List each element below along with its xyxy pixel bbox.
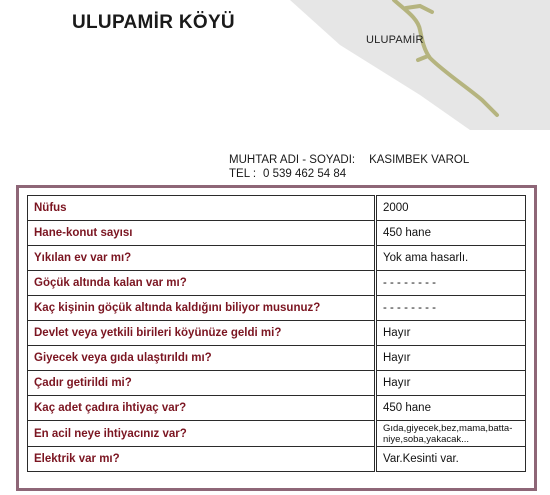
answer-cell: Var.Kesinti var. — [376, 447, 526, 472]
page-title: ULUPAMİR KÖYÜ — [72, 12, 235, 33]
muhtar-row — [229, 153, 469, 167]
answer-cell: - - - - - - - - — [376, 271, 526, 296]
table-row — [28, 371, 526, 396]
map-area — [290, 0, 550, 130]
question-cell: Kaç adet çadıra ihtiyaç var? — [28, 396, 376, 421]
answer-cell: 2000 — [376, 196, 526, 221]
question-cell: Kaç kişinin göçük altında kaldığını biliyor musunuz? — [28, 296, 376, 321]
muhtar-value: KASIMBEK VAROL — [369, 154, 470, 166]
answer-cell — [376, 421, 526, 447]
tel-label: TEL : — [229, 168, 257, 180]
answer-line-1: Gıda,giyecek,bez,mama,batta- — [383, 423, 513, 434]
question-cell: Yıkılan ev var mı? — [28, 246, 376, 271]
location-map — [0, 0, 550, 130]
question-cell: Hane-konut sayısı — [28, 221, 376, 246]
answer-cell: - - - - - - - - — [376, 296, 526, 321]
table-row — [28, 321, 526, 346]
survey-frame — [16, 185, 537, 491]
question-cell: Göçük altında kalan var mı? — [28, 271, 376, 296]
answer-cell: Hayır — [376, 321, 526, 346]
table-row — [28, 221, 526, 246]
question-cell: Nüfus — [28, 196, 376, 221]
question-cell: Çadır getirildi mi? — [28, 371, 376, 396]
question-cell: En acil neye ihtiyacınız var? — [28, 421, 376, 447]
table-row — [28, 296, 526, 321]
table-row — [28, 271, 526, 296]
tel-row — [229, 167, 469, 181]
map-label: ULUPAMİR — [366, 34, 424, 46]
table-row — [28, 447, 526, 472]
question-cell: Elektrik var mı? — [28, 447, 376, 472]
answer-cell: 450 hane — [376, 396, 526, 421]
question-cell: Giyecek veya gıda ulaştırıldı mı? — [28, 346, 376, 371]
question-cell: Devlet veya yetkili birileri köyünüze geldi mi? — [28, 321, 376, 346]
table-row — [28, 396, 526, 421]
table-row — [28, 246, 526, 271]
answer-cell: 450 hane — [376, 221, 526, 246]
survey-table — [27, 195, 526, 472]
answer-cell: Hayır — [376, 371, 526, 396]
answer-cell: Hayır — [376, 346, 526, 371]
table-row — [28, 421, 526, 447]
answer-cell: Yok ama hasarlı. — [376, 246, 526, 271]
contact-info — [229, 153, 469, 181]
table-row — [28, 196, 526, 221]
table-row — [28, 346, 526, 371]
tel-value: 0 539 462 54 84 — [263, 168, 347, 180]
muhtar-label: MUHTAR ADI - SOYADI: — [229, 154, 356, 166]
answer-line-2: niye,soba,yakacak... — [383, 434, 470, 445]
